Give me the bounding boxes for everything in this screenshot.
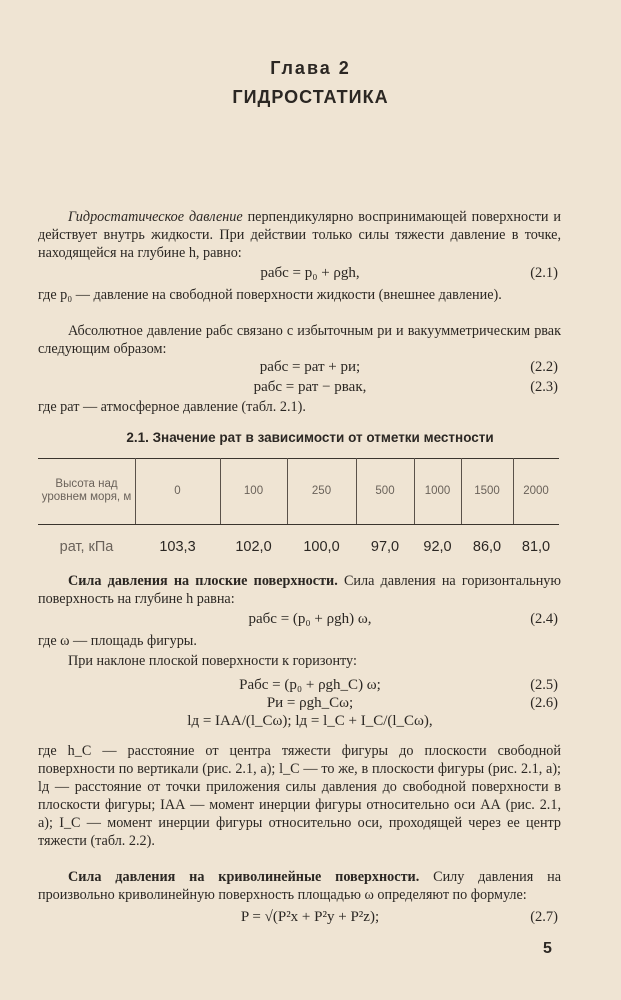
absolute-pressure-paragraph: Абсолютное давление pабс связано с избыточным pи и вакуумметрическим pвак следующим образом:	[38, 323, 561, 357]
formula-2-5: Pабс = (p₀ + ρgh_C) ω;	[239, 677, 381, 693]
where-pat-paragraph: где pат — атмосферное давление (табл. 2.1).	[38, 399, 306, 415]
formula-2-3: pабс = pат − pвак,	[253, 379, 367, 395]
table-header-cell: 1500	[474, 484, 500, 497]
formula-2-2: pабс = pат + pи;	[259, 359, 361, 375]
table-value-cell: 100,0	[303, 539, 340, 555]
eq-num-2-4: (2.4)	[530, 611, 558, 627]
chapter-label: Глава 2	[270, 58, 351, 78]
table-caption: 2.1. Значение pат в зависимости от отметки местности	[126, 430, 494, 445]
formula-2-6: Pи = ρgh_Cω;	[266, 695, 354, 711]
table-mid-rule	[38, 524, 559, 525]
flat-surfaces-heading: Сила давления на плоские поверхности.	[68, 573, 338, 589]
chapter-title: ГИДРОСТАТИКА	[232, 87, 389, 107]
table-value-cell: 81,0	[521, 539, 551, 555]
intro-term: Гидростатическое давление	[68, 209, 243, 225]
eq-num-2-2: (2.2)	[530, 359, 558, 375]
curved-surfaces-heading: Сила давления на криволинейные поверхности.	[68, 869, 420, 885]
eq-num-2-6: (2.6)	[530, 695, 558, 711]
table-header-cell: 500	[375, 484, 395, 497]
table-row-label: pат, кПа	[59, 539, 114, 555]
intro-text: перпендикулярно воспринимающей поверхности и действует внутрь жидкости. При действии только силы тяжести давление в точке, находящейся на глубине h, равно:	[38, 209, 562, 261]
table-value-cell: 103,3	[159, 539, 196, 555]
table-value-cell: 92,0	[423, 539, 452, 555]
eq-num-2-1: (2.1)	[530, 265, 558, 281]
formula-2-4: pабс = (p₀ + ρgh) ω,	[248, 611, 372, 627]
curved-surfaces-paragraph	[38, 868, 561, 904]
table-header-cell: 1000	[424, 484, 451, 497]
flat-surfaces-text: Сила давления на горизонтальную поверхность на глубине h равна:	[38, 573, 561, 607]
table-value-cell: 97,0	[370, 539, 400, 555]
formula-2-6-depth: lд = IАА/(l_Cω); lд = l_C + I_C/(l_Cω),	[187, 713, 433, 729]
table-header-cell: 0	[174, 484, 181, 497]
table-value-cell: 86,0	[472, 539, 502, 555]
incline-paragraph: При наклоне плоской поверхности к горизонту:	[68, 653, 357, 669]
eq-num-2-7: (2.7)	[530, 909, 558, 925]
omega-paragraph: где ω — площадь фигуры.	[38, 633, 197, 649]
table-header-cell: 250	[311, 484, 332, 497]
intro-paragraph	[38, 208, 561, 262]
eq-num-2-5: (2.5)	[530, 677, 558, 693]
curved-surfaces-text: Силу давления на произвольно криволинейную поверхность площадью ω определяют по формуле:	[38, 869, 562, 903]
table-header-label: Высота над уровнем моря, м	[41, 478, 132, 503]
formula-2-7: P = √(P²x + P²y + P²z);	[240, 909, 380, 925]
table-header-cell: 2000	[523, 484, 549, 497]
page-number: 5	[543, 940, 552, 957]
where-hc-paragraph: где h_C — расстояние от центра тяжести фигуры до плоскости свободной поверхности по вертикали (рис. 2.1, а); l_C — то же, в плоскости фигуры (рис. 2.1, а); lд — расстояние от точки приложения силы давления до свободной поверхности в плоскости фигуры; IАА — момент инерции фигуры относительно оси АА (рис. 2.1, а); I_C — момент инерции фигуры относительно оси, проходящей через ее центр тяжести (табл. 2.2).	[38, 743, 561, 849]
table-header-cell: 100	[243, 484, 264, 497]
flat-surfaces-paragraph	[38, 572, 561, 608]
where-p0-paragraph: где p₀ — давление на свободной поверхности жидкости (внешнее давление).	[38, 287, 502, 303]
eq-num-2-3: (2.3)	[530, 379, 558, 395]
table-value-cell: 102,0	[235, 539, 272, 555]
formula-2-1: pабс = p₀ + ρgh,	[260, 265, 360, 281]
